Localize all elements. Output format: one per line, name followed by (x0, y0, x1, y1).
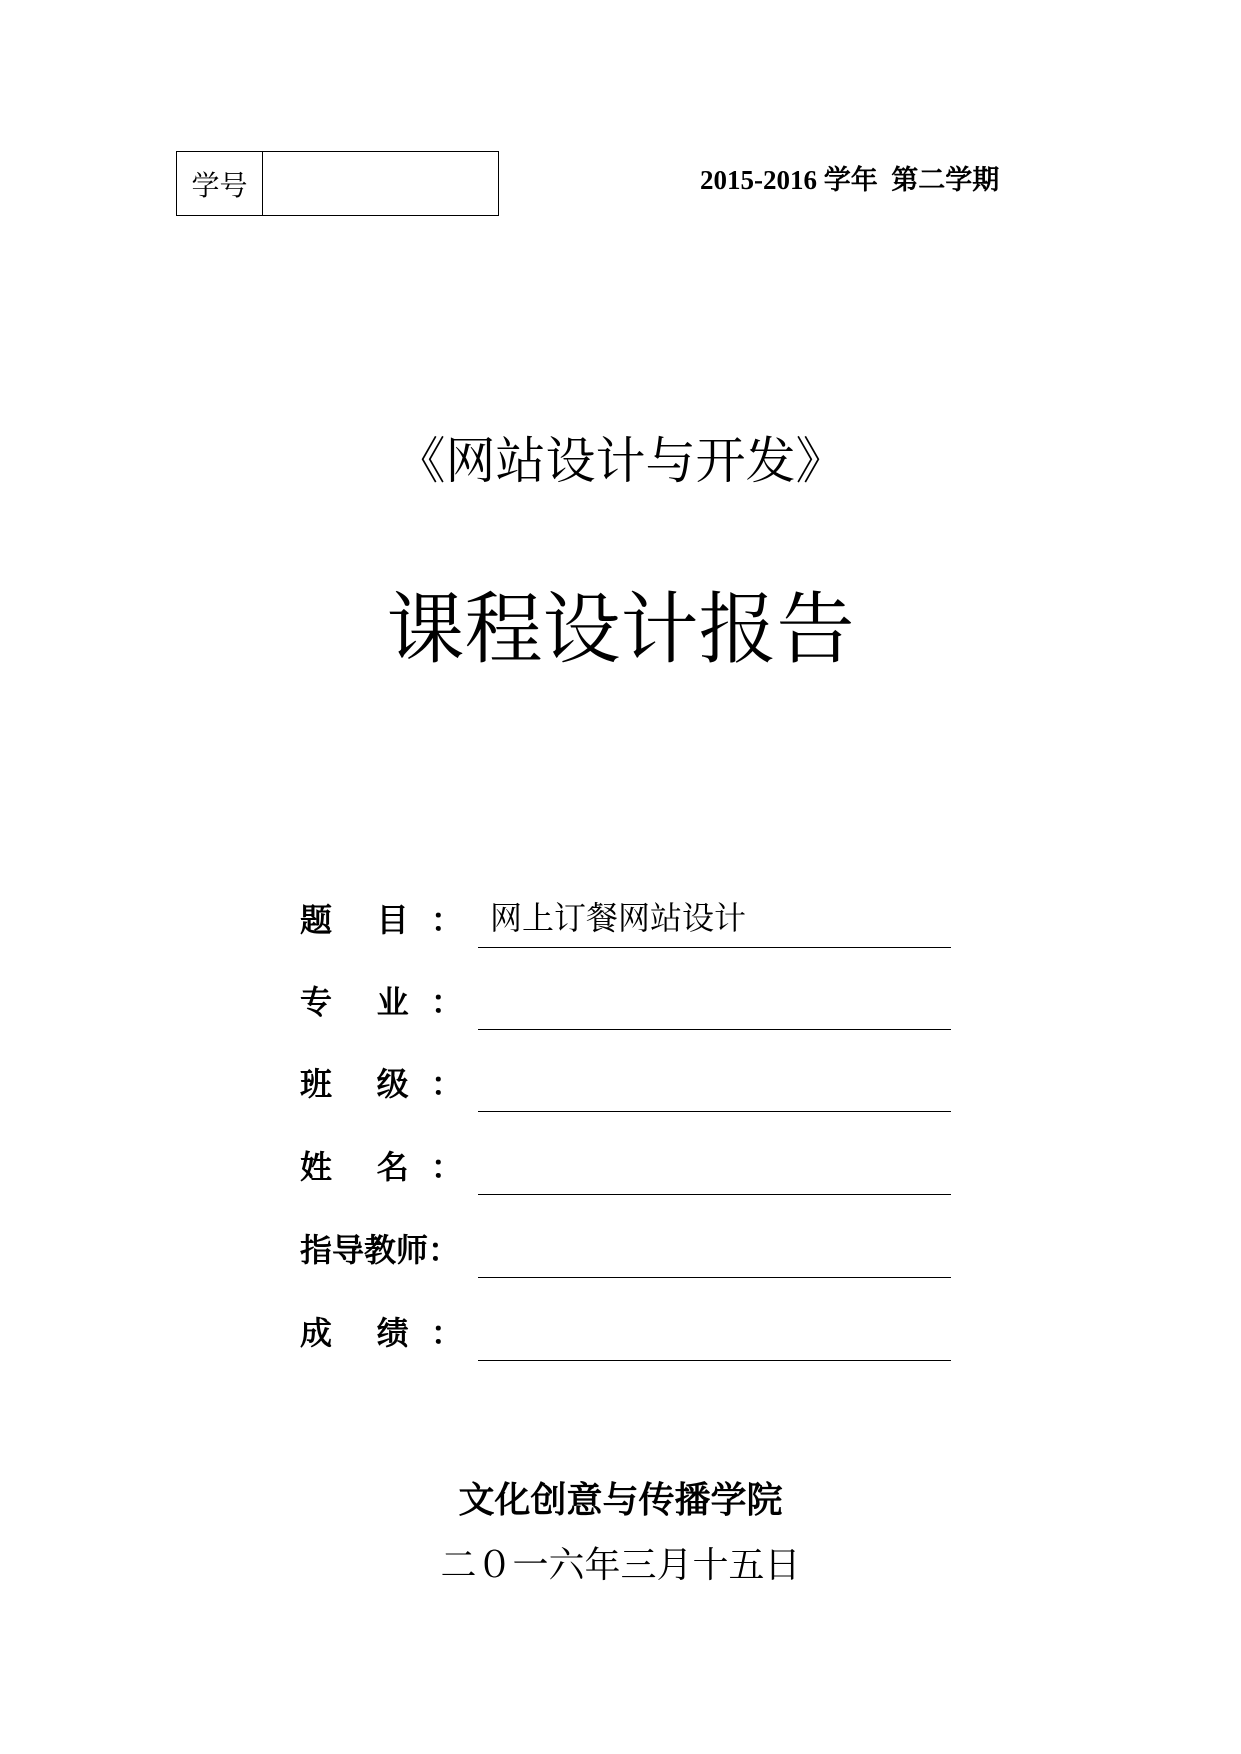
advisor-underline (478, 1277, 951, 1278)
major-label: 专 业 ： (300, 983, 463, 1021)
major-underline (478, 1029, 951, 1030)
course-title: 《网站设计与开发》 (395, 432, 846, 490)
academic-term: 2015-2016 学年 第二学期 (700, 165, 1000, 195)
student-id-box (176, 151, 499, 216)
form-row-major (300, 970, 960, 1030)
advisor-label: 指导教师： (300, 1231, 461, 1269)
class-underline (478, 1111, 951, 1112)
student-id-label: 学号 (177, 152, 263, 215)
form-row-name (300, 1135, 960, 1195)
topic-underline (478, 947, 951, 948)
report-title: 课程设计报告 (386, 585, 855, 675)
grade-label: 成 绩 ： (300, 1314, 463, 1352)
form-row-advisor (300, 1218, 960, 1278)
form-row-topic (300, 888, 960, 948)
form-row-grade (300, 1301, 960, 1361)
name-underline (478, 1194, 951, 1195)
class-label: 班 级 ： (300, 1065, 463, 1103)
name-label: 姓 名 ： (300, 1148, 463, 1186)
student-id-field[interactable] (263, 152, 498, 215)
grade-underline (478, 1360, 951, 1361)
form-row-class (300, 1052, 960, 1112)
report-date: 二０一六年三月十五日 (440, 1545, 801, 1586)
school-name: 文化创意与传播学院 (458, 1480, 783, 1521)
topic-label: 题 目 ： (300, 901, 463, 939)
topic-value[interactable]: 网上订餐网站设计 (490, 899, 747, 937)
